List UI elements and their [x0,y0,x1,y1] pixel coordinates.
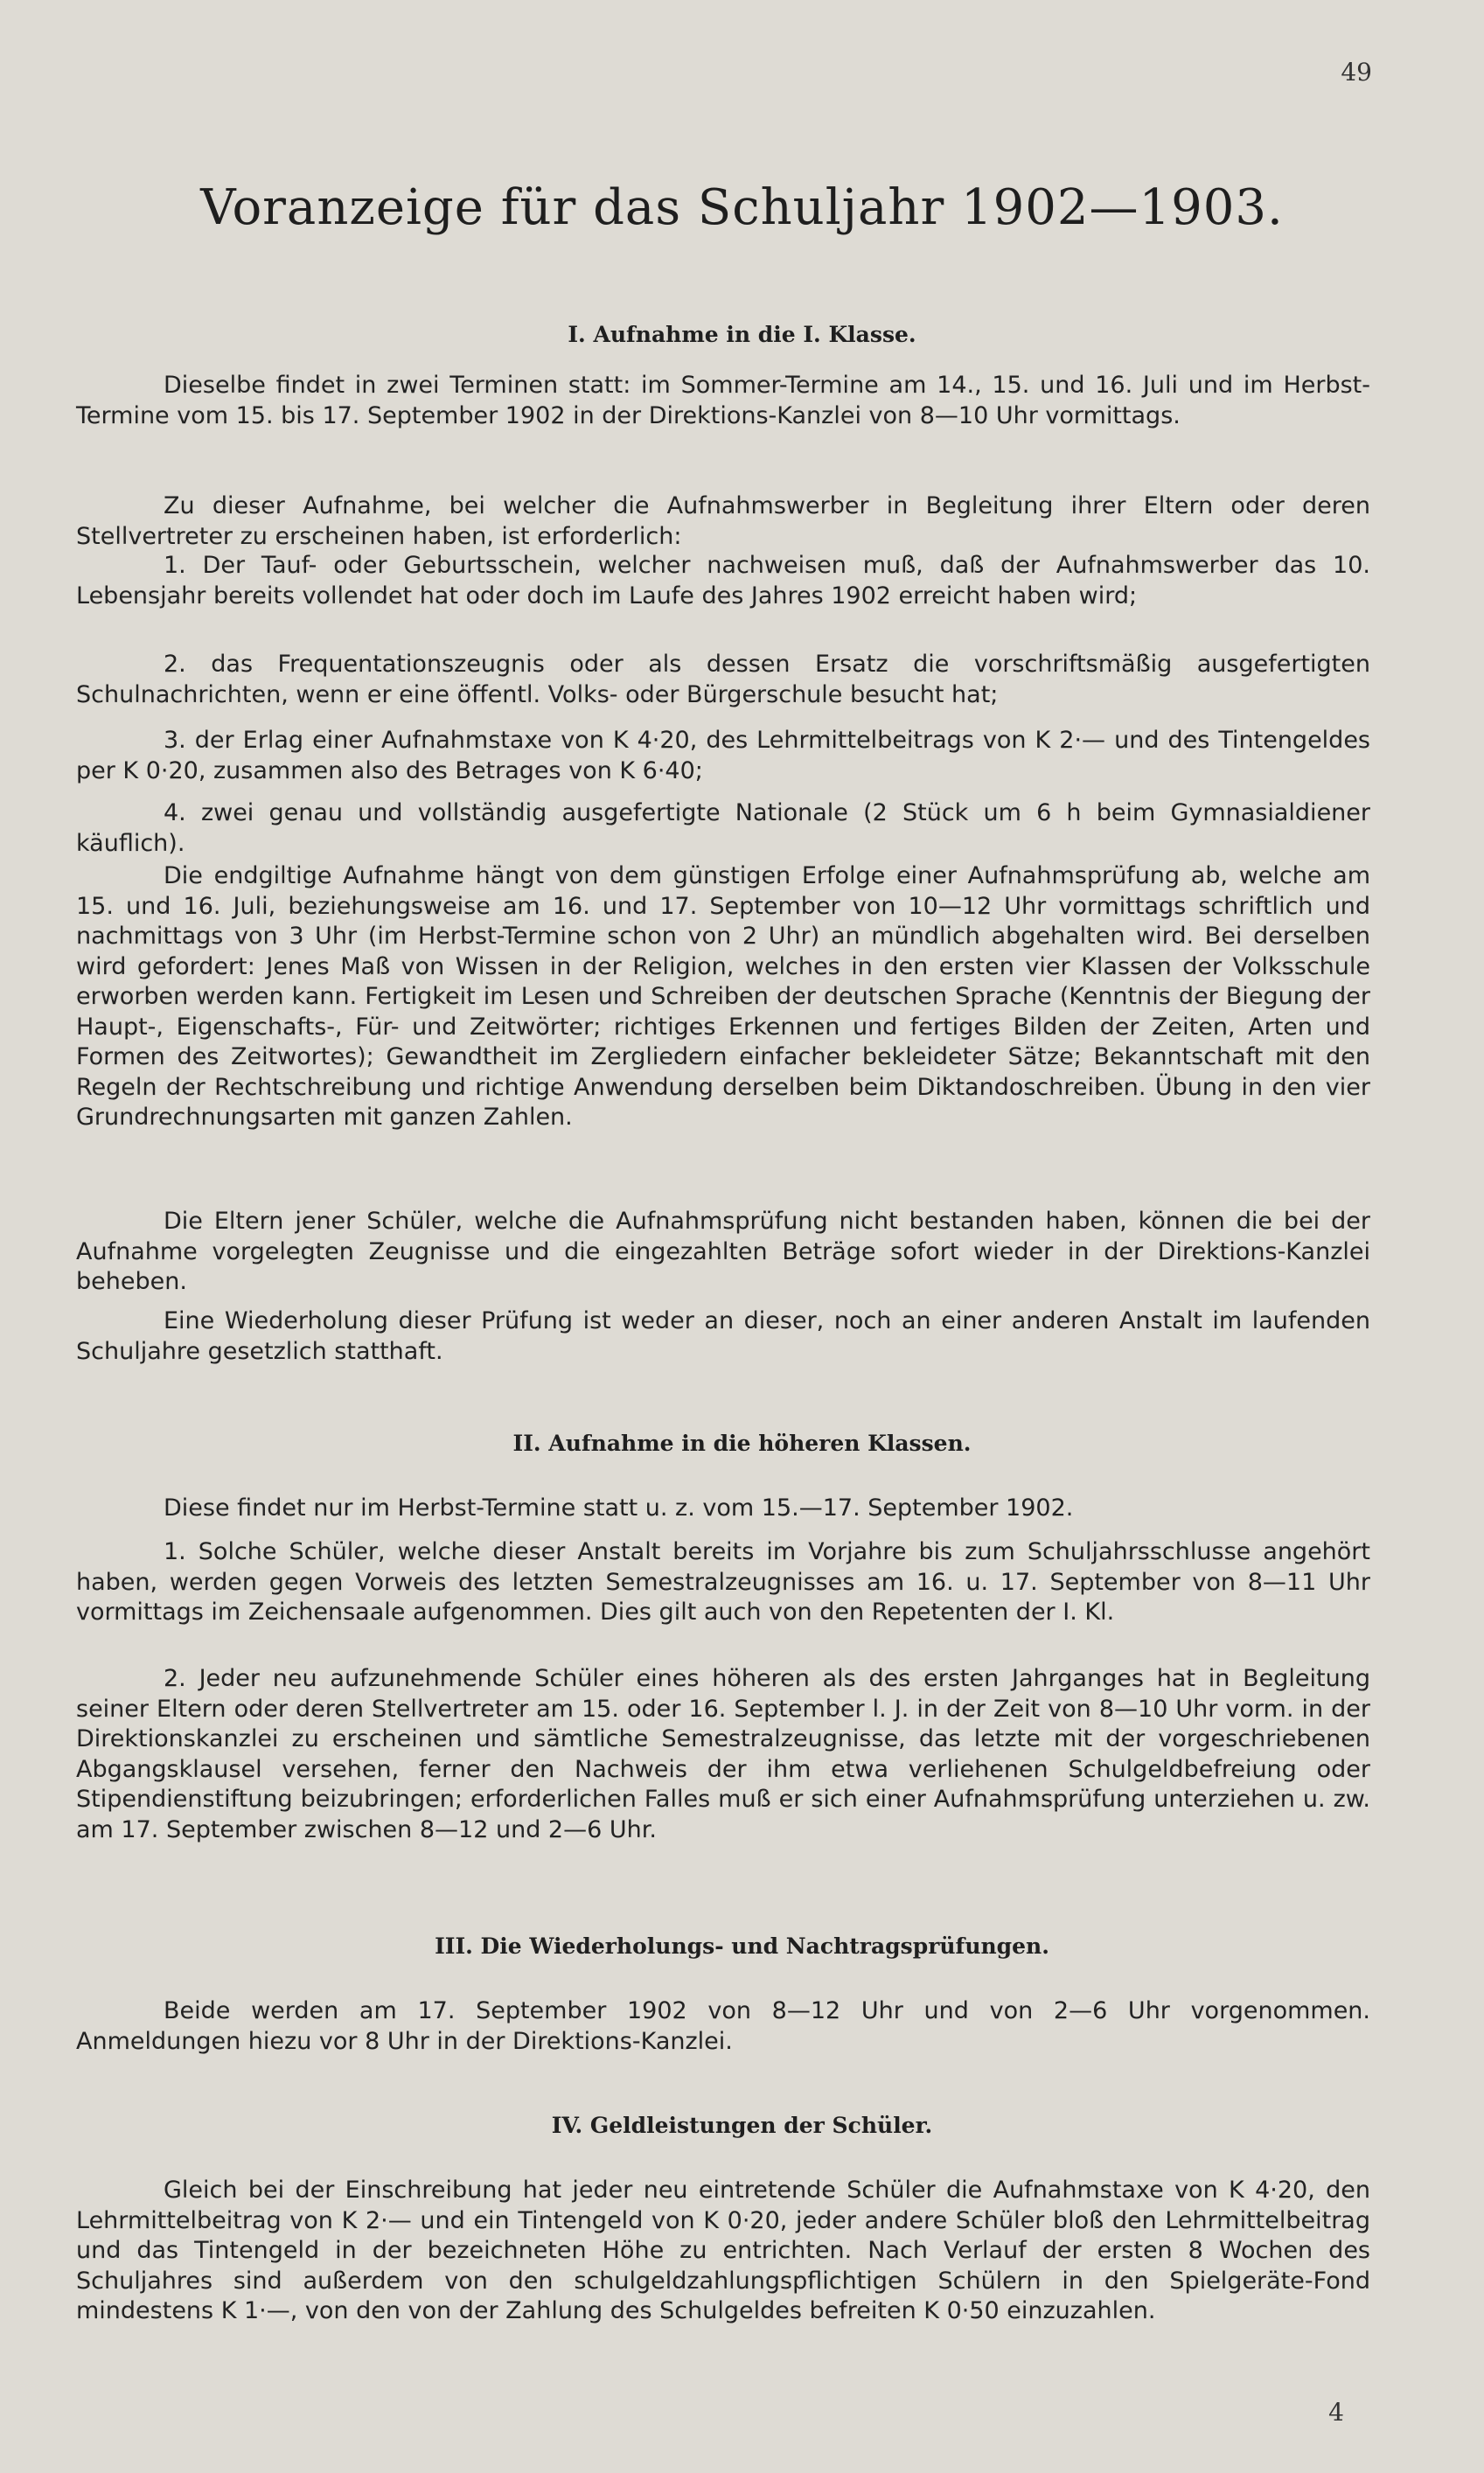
section-heading: I. Aufnahme in die I. Klasse. [568,322,916,347]
paragraph: Gleich bei der Einschreibung hat jeder neu eintretende Schüler die Aufnahmstaxe von K 4·20, den Lehrmittelbeitrag von K 2·— und ein Tintengeld von K 0·20, jeder andere Schüler bloß den Lehrmittelbeitrag und das Tintengeld in der bezeichneten Höhe zu entrichten. Nach Verlauf der ersten 8 Wochen des Schuljahres sind außerdem von den schulgeldzahlungspflichtigen Schülern in den Spielgeräte-Fond mindestens K 1·—, von den von der Zahlung des Schulgeldes befreiten K 0·50 einzuzahlen. [76,2177,1370,2324]
page-title: Voranzeige für das Schuljahr 1902—1903. [200,179,1284,236]
paragraph: Dieselbe findet in zwei Terminen statt: im Sommer-Termine am 14., 15. und 16. Juli und im Herbst-Termine vom 15. bis 17. September 1902 in der Direktions-Kanzlei von 8—10 Uhr vormittags. [76,372,1370,429]
paragraph: Diese findet nur im Herbst-Termine statt u. z. vom 15.—17. September 1902. [164,1494,1074,1522]
paragraph: 2. das Frequentationszeugnis oder als dessen Ersatz die vorschriftsmäßig ausgefertigten Schulnachrichten, wenn er eine öffentl. Volks- oder Bürgerschule besucht hat; [76,651,1370,708]
section-heading: II. Aufnahme in die höheren Klassen. [512,1431,972,1456]
page-number-top: 49 [1341,58,1372,87]
paragraph: 2. Jeder neu aufzunehmende Schüler eines höheren als des ersten Jahrganges hat in Begleitung seiner Eltern oder deren Stellvertreter am 15. oder 16. September l. J. in der Zeit von 8—10 Uhr vorm. in der Direktionskanzlei zu erscheinen und sämtliche Semestralzeugnisse, das letzte mit der vorgeschriebenen Abgangsklausel versehen, ferner den Nachweis der ihm etwa verliehenen Schulgeldbefreiung oder Stipendienstiftung beizubringen; erforderlichen Falles muß er sich einer Aufnahmsprüfung unterziehen u. zw. am 17. September zwischen 8—12 und 2—6 Uhr. [76,1665,1370,1843]
section-heading: IV. Geldleistungen der Schüler. [551,2113,933,2138]
paragraph: Eine Wiederholung dieser Prüfung ist weder an dieser, noch an einer anderen Anstalt im laufenden Schuljahre gesetzlich statthaft. [76,1307,1370,1365]
paragraph: 4. zwei genau und vollständig ausgefertigte Nationale (2 Stück um 6 h beim Gymnasialdiener käuflich). [76,799,1370,857]
paragraph: Zu dieser Aufnahme, bei welcher die Aufnahmswerber in Begleitung ihrer Eltern oder deren Stellvertreter zu erscheinen haben, ist erforderlich: [76,492,1370,550]
paragraph: 3. der Erlag einer Aufnahmstaxe von K 4·20, des Lehrmittelbeitrags von K 2·— und des Tintengeldes per K 0·20, zusammen also des Betrages von K 6·40; [76,727,1370,784]
paragraph: 1. Der Tauf- oder Geburtsschein, welcher nachweisen muß, daß der Aufnahmswerber das 10. Lebensjahr bereits vollendet hat oder doch im Laufe des Jahres 1902 erreicht haben wird; [76,552,1370,610]
section-heading: III. Die Wiederholungs- und Nachtragsprüfungen. [435,1933,1049,1959]
paragraph: Die endgiltige Aufnahme hängt von dem günstigen Erfolge einer Aufnahmsprüfung ab, welche am 15. und 16. Juli, beziehungsweise am 16. und 17. September von 10—12 Uhr vormittags schriftlich und nachmittags von 3 Uhr (im Herbst-Termine schon von 2 Uhr) an mündlich abgehalten wird. Bei derselben wird gefordert: Jenes Maß von Wissen in der Religion, welches in den ersten vier Klassen der Volksschule erworben werden kann. Fertigkeit im Lesen und Schreiben der deutschen Sprache (Kenntnis der Biegung der Haupt-, Eigenschafts-, Für- und Zeitwörter; richtiges Erkennen und fertiges Bilden der Zeiten, Arten und Formen des Zeitwortes); Gewandtheit im Zergliedern einfacher bekleideter Sätze; Bekanntschaft mit den Regeln der Rechtschreibung und richtige Anwendung derselben beim Diktandoschreiben. Übung in den vier Grundrechnungsarten mit ganzen Zahlen. [76,862,1370,1131]
page-number-bottom: 4 [1328,2398,1344,2427]
paragraph: Die Eltern jener Schüler, welche die Aufnahmsprüfung nicht bestanden haben, können die bei der Aufnahme vorgelegten Zeugnisse und die eingezahlten Beträge sofort wieder in der Direktions-Kanzlei beheben. [76,1208,1370,1295]
paragraph: 1. Solche Schüler, welche dieser Anstalt bereits im Vorjahre bis zum Schuljahrsschlusse angehört haben, werden gegen Vorweis des letzten Semestralzeugnisses am 16. u. 17. September von 8—11 Uhr vormittags im Zeichensaale aufgenommen. Dies gilt auch von den Repetenten der I. Kl. [76,1538,1370,1626]
paragraph: Beide werden am 17. September 1902 von 8—12 Uhr und von 2—6 Uhr vorgenommen. Anmeldungen hiezu vor 8 Uhr in der Direktions-Kanzlei. [76,1997,1370,2055]
